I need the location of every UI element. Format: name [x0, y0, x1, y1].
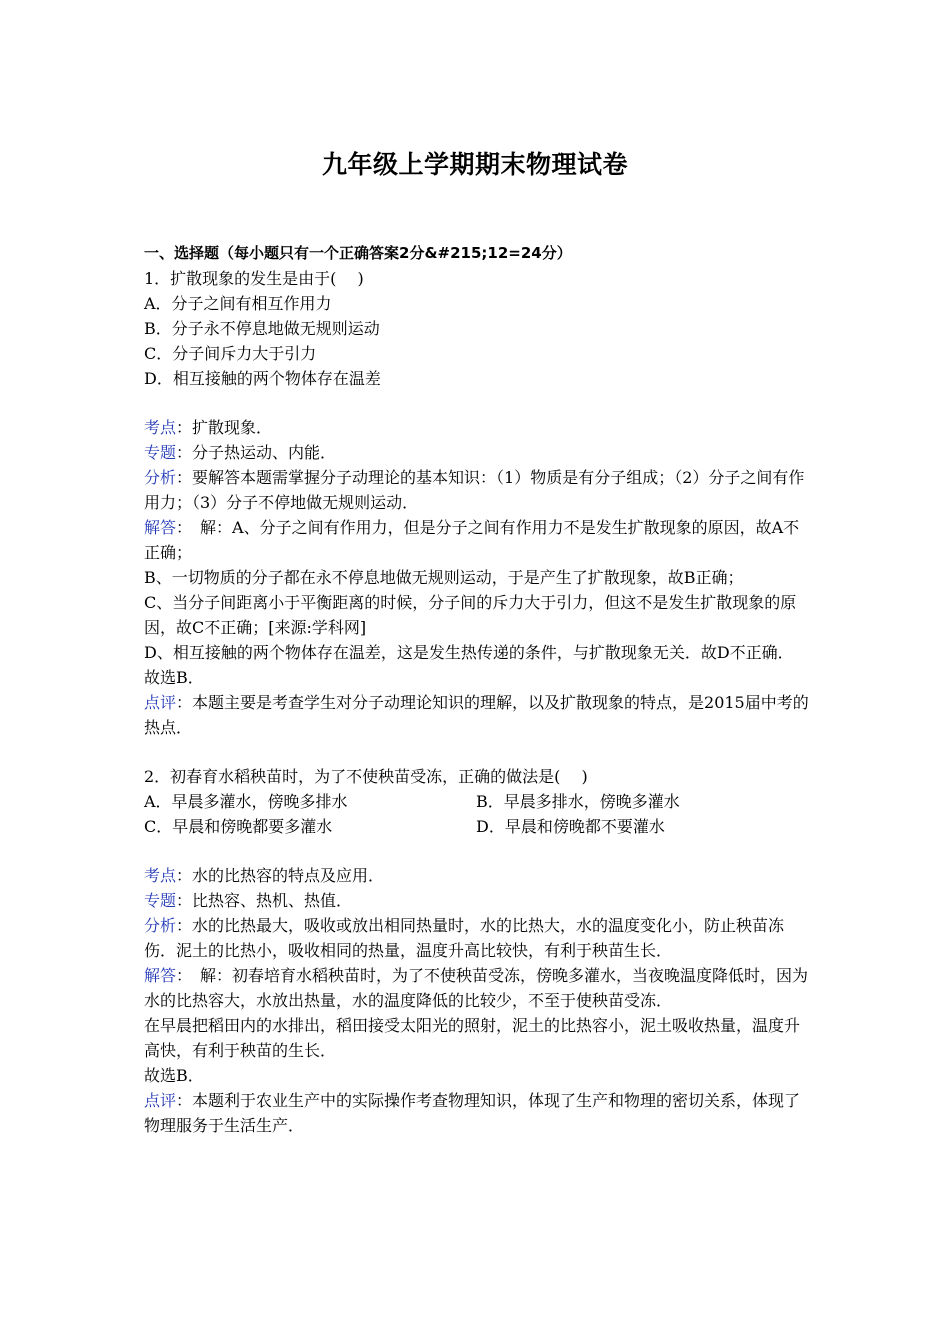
kaodian-text: ：水的比热容的特点及应用． [176, 866, 385, 885]
jieda-text: ： 解：初春培育水稻秧苗时，为了不使秧苗受冻，傍晚多灌水，当夜晚温度降低时，因为水的比热容大，水放出热量，水的温度降低的比较少，不至于使秧苗受冻． [144, 966, 809, 1010]
option-c: C．分子间斥力大于引力 [144, 344, 317, 363]
options-row [144, 789, 809, 814]
jieda-label: 解答 [144, 518, 177, 537]
fenxi-row [144, 913, 809, 963]
fenxi-row [144, 465, 809, 515]
option-a: A．早晨多灌水，傍晚多排水 [144, 792, 348, 811]
fenxi-label: 分析 [144, 468, 177, 487]
fenxi-text: ：要解答本题需掌握分子动理论的基本知识：（1）物质是有分子组成；（2）分子之间有作用力；（3）分子不停地做无规则运动． [144, 468, 805, 512]
section-heading: 一、选择题（每小题只有一个正确答案2分&#215;12=24分） [144, 244, 572, 262]
kaodian-label: 考点 [144, 418, 177, 437]
spacer [144, 391, 809, 415]
exam-content [144, 241, 809, 1138]
jieda-row [144, 963, 809, 1013]
jieda-c: C、当分子间距离小于平衡距离的时候，分子间的斥力大于引力，但这不是发生扩散现象的原因，故C不正确；[来源:学科网] [144, 593, 797, 637]
jieda-b: B、一切物质的分子都在永不停息地做无规则运动，于是产生了扩散现象，故B正确； [144, 568, 744, 587]
dianping-text: ：本题主要是考查学生对分子动理论知识的理解，以及扩散现象的特点，是2015届中考的热点． [144, 693, 809, 737]
zhuanti-label: 专题 [144, 443, 177, 462]
jieda-more: 在早晨把稻田内的水排出，稻田接受太阳光的照射，泥土的比热容小，泥土吸收热量，温度升高快，有利于秧苗的生长． [144, 1016, 801, 1060]
zhuanti-row [144, 440, 809, 465]
kaodian-row [144, 415, 809, 440]
question-stem: 1．扩散现象的发生是由于( ) [144, 269, 364, 288]
dianping-label: 点评 [144, 1091, 177, 1110]
kaodian-label: 考点 [144, 866, 177, 885]
option-a: A．分子之间有相互作用力 [144, 294, 332, 313]
dianping-label: 点评 [144, 693, 177, 712]
page-title: 九年级上学期期末物理试卷 [321, 150, 628, 179]
spacer [144, 740, 809, 764]
jieda-d: D、相互接触的两个物体存在温差，这是发生热传递的条件，与扩散现象无关．故D不正确． [144, 643, 794, 662]
question-stem: 2．初春育水稻秧苗时，为了不使秧苗受冻，正确的做法是( ) [144, 767, 588, 786]
kaodian-text: ：扩散现象． [176, 418, 273, 437]
answer: 故选B． [144, 1066, 204, 1085]
jieda-label: 解答 [144, 966, 177, 985]
option-b: B．分子永不停息地做无规则运动 [144, 319, 380, 338]
options-row [144, 814, 809, 839]
question-2 [144, 764, 809, 1138]
question-1 [144, 266, 809, 740]
fenxi-text: ：水的比热最大，吸收或放出相同热量时，水的比热大，水的温度变化小，防止秧苗冻伤．泥土的比热小，吸收相同的热量，温度升高比较快，有利于秧苗生长． [144, 916, 785, 960]
option-c: C．早晨和傍晚都要多灌水 [144, 817, 333, 836]
zhuanti-label: 专题 [144, 891, 177, 910]
option-d: D．早晨和傍晚都不要灌水 [476, 817, 665, 836]
zhuanti-text: ：分子热运动、内能． [176, 443, 337, 462]
dianping-row [144, 1088, 809, 1138]
dianping-row [144, 690, 809, 740]
spacer [144, 839, 809, 863]
dianping-text: ：本题利于农业生产中的实际操作考查物理知识，体现了生产和物理的密切关系，体现了物理服务于生活生产． [144, 1091, 801, 1135]
zhuanti-text: ：比热容、热机、热值． [176, 891, 353, 910]
jieda-row [144, 515, 809, 565]
fenxi-label: 分析 [144, 916, 177, 935]
kaodian-row [144, 863, 809, 888]
zhuanti-row [144, 888, 809, 913]
option-d: D．相互接触的两个物体存在温差 [144, 369, 381, 388]
answer: 故选B． [144, 668, 204, 687]
jieda-text: ： 解：A、分子之间有作用力，但是分子之间有作用力不是发生扩散现象的原因，故A不正确； [144, 518, 800, 562]
option-b: B．早晨多排水，傍晚多灌水 [476, 792, 680, 811]
